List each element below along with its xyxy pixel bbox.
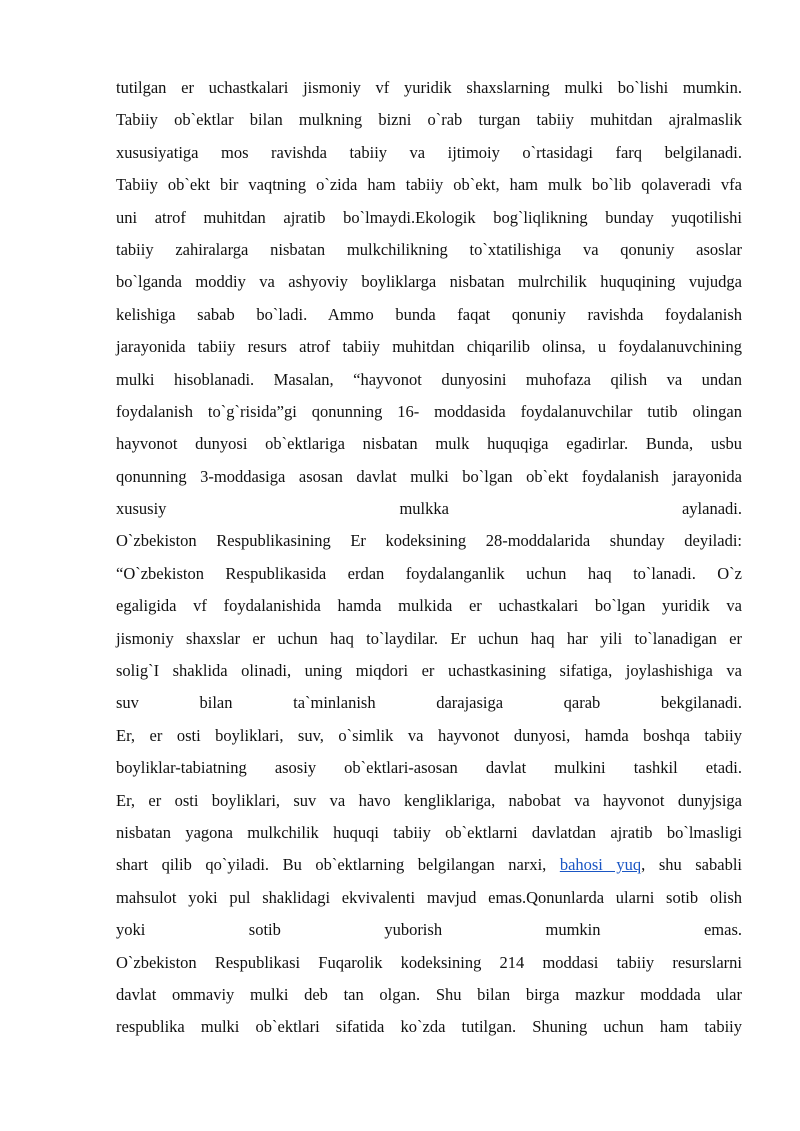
- text-line: bo`lganda moddiy va ashyoviy boyliklarga nisbatan mulrchilik huquqining vujudga: [116, 272, 742, 292]
- body-text: [116, 72, 742, 1044]
- text-line: tabiiy zahiralarga nisbatan mulkchilikning to`xtatilishiga va qonuniy asoslar: [116, 239, 742, 259]
- text-line: kelishiga sabab bo`ladi. Ammo bunda faqat qonuniy ravishda foydalanish: [116, 304, 742, 324]
- hyperlink[interactable]: bahosi yuq: [559, 855, 642, 875]
- text-line: mulki hisoblanadi. Masalan, “hayvonot dunyosini muhofaza qilish va undan: [116, 369, 742, 389]
- text-line: suv bilan ta`minlanish darajasiga qarab bekgilanadi.: [116, 693, 742, 713]
- text-line: Er, er osti boyliklari, suv va havo kengliklariga, nabobat va hayvonot dunyjsiga: [116, 790, 742, 810]
- text-line: davlat ommaviy mulki deb tan olgan. Shu bilan birga mazkur moddada ular: [116, 984, 742, 1004]
- text-line: hayvonot dunyosi ob`ektlariga nisbatan mulk huquqiga egadirlar. Bunda, usbu: [116, 434, 742, 454]
- text-line: respublika mulki ob`ektlari sifatida ko`zda tutilgan. Shuning uchun ham tabiiy: [116, 1017, 742, 1037]
- text-line: foydalanish to`g`risida”gi qonunning 16- moddasida foydalanuvchilar tutib olingan: [116, 401, 742, 421]
- text-line: boyliklar-tabiatning asosiy ob`ektlari-asosan davlat mulkini tashkil etadi.: [116, 758, 742, 778]
- text-line: solig`I shaklida olinadi, uning miqdori er uchastkasining sifatiga, joylashishiga va: [116, 661, 742, 681]
- text-fragment: shart qilib qo`yiladi. Bu ob`ektlarning belgilangan narxi,: [116, 855, 560, 875]
- text-line: jismoniy shaxslar er uchun haq to`laydilar. Er uchun haq har yili to`lanadigan er: [116, 628, 742, 648]
- text-line: jarayonida tabiiy resurs atrof tabiiy muhitdan chiqarilib olinsa, u foydalanuvchining: [116, 337, 742, 357]
- text-line: yoki sotib yuborish mumkin emas.: [116, 920, 742, 940]
- text-line: O`zbekiston Respublikasi Fuqarolik kodeksining 214 moddasi tabiiy resurslarni: [116, 952, 742, 972]
- text-line: xususiyatiga mos ravishda tabiiy va ijtimoiy o`rtasidagi farq belgilanadi.: [116, 142, 742, 162]
- text-line: Tabiiy ob`ekt bir vaqtning o`zida ham tabiiy ob`ekt, ham mulk bo`lib qolaveradi vfa: [116, 175, 742, 195]
- text-line: mahsulot yoki pul shaklidagi ekvivalenti mavjud emas.Qonunlarda ularni sotib olish: [116, 887, 742, 907]
- text-line: egaligida vf foydalanishida hamda mulkida er uchastkalari bo`lgan yuridik va: [116, 596, 742, 616]
- text-line: Er, er osti boyliklari, suv, o`simlik va hayvonot dunyosi, hamda boshqa tabiiy: [116, 725, 742, 745]
- text-line: O`zbekiston Respublikasining Er kodeksining 28-moddalarida shunday deyiladi:: [116, 531, 742, 551]
- text-line: Tabiiy ob`ektlar bilan mulkning bizni o`rab turgan tabiiy muhitdan ajralmaslik: [116, 110, 742, 130]
- text-line: tutilgan er uchastkalari jismoniy vf yuridik shaxslarning mulki bo`lishi mumkin.: [116, 78, 742, 97]
- text-line: qonunning 3-moddasiga asosan davlat mulki bo`lgan ob`ekt foydalanish jarayonida: [116, 466, 742, 486]
- text-line: “O`zbekiston Respublikasida erdan foydalanganlik uchun haq to`lanadi. O`z: [116, 563, 742, 583]
- text-fragment: , shu sababli: [641, 855, 742, 875]
- text-line: nisbatan yagona mulkchilik huquqi tabiiy ob`ektlarni davlatdan ajratib bo`lmasligi: [116, 822, 742, 842]
- text-line: [116, 849, 742, 881]
- text-line: uni atrof muhitdan ajratib bo`lmaydi.Ekologik bog`liqlikning bunday yuqotilishi: [116, 207, 742, 227]
- text-line: xususiy mulkka aylanadi.: [116, 499, 742, 519]
